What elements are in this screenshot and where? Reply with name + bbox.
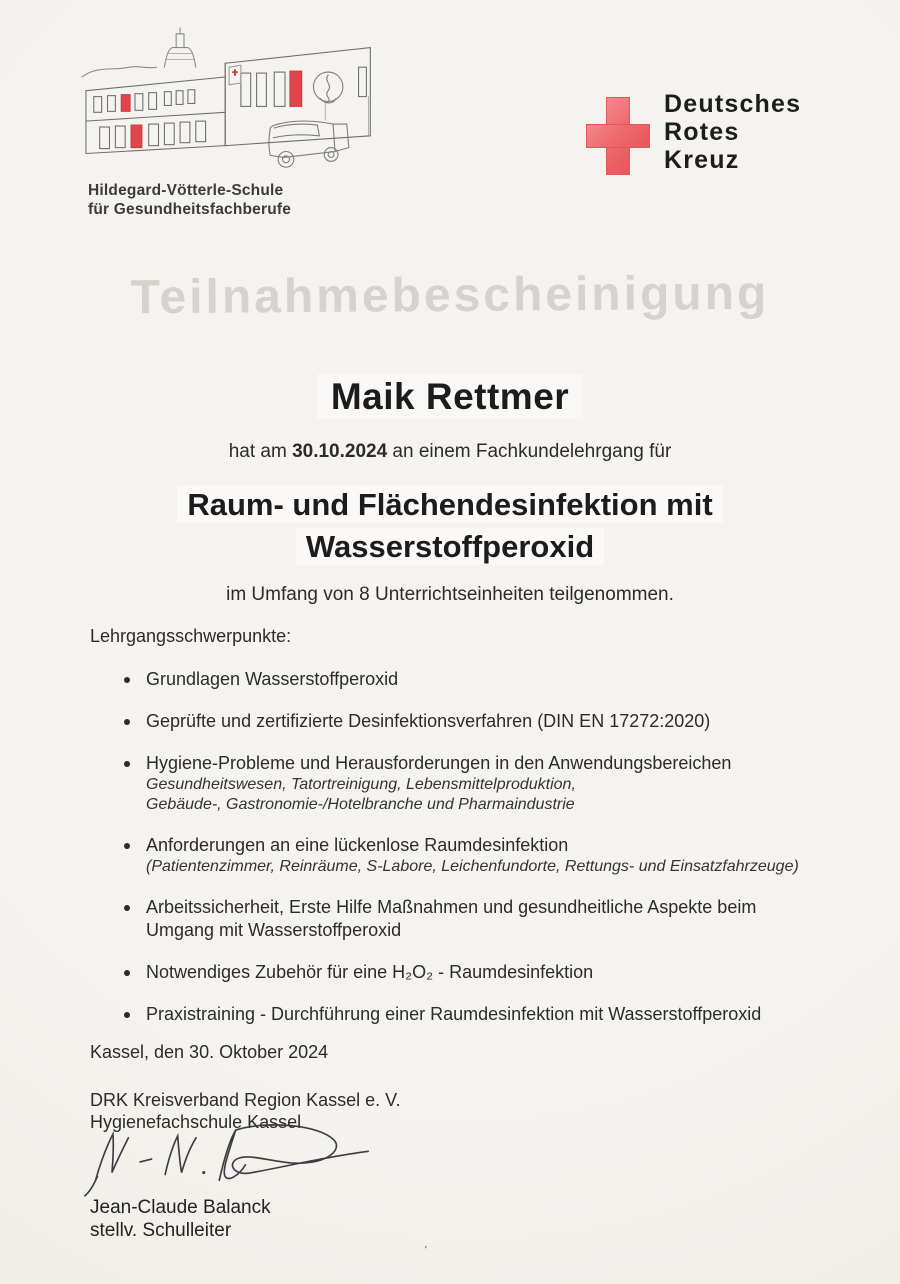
school-name-line1: Hildegard-Vötterle-Schule [88,182,284,199]
intro-sentence [0,441,900,463]
course-scope: im Umfang von 8 Unterrichtseinheiten teilgenommen. [226,584,674,605]
topic-subtext: Gebäude-, Gastronomie-/Hotelbranche und Pharmaindustrie [146,796,575,813]
course-date: 30.10.2024 [292,441,388,462]
organization-line2: Hygienefachschule Kassel [90,1112,302,1132]
list-item [108,961,822,984]
course-title-line2: Wasserstoffperoxid [296,528,604,565]
drk-word-line2: Rotes [664,118,740,146]
topic-subtext: Gesundheitswesen, Tatortreinigung, Lebensmittelproduktion, [146,776,576,793]
drk-wordmark [664,90,801,174]
topics-heading: Lehrgangsschwerpunkte: [90,626,292,646]
topic-subtext: (Patientenzimmer, Reinräume, S-Labore, Leichenfundorte, Rettungs- und Einsatzfahrzeuge) [146,858,799,875]
list-item [108,834,822,877]
bullet-icon [108,668,146,691]
topic-text: Hygiene-Probleme und Herausforderungen in den Anwendungsbereichen [146,753,732,773]
topic-text: Anforderungen an eine lückenlose Raumdesinfektion [146,835,569,855]
bullet-icon [108,1003,146,1026]
signature [82,1124,372,1198]
topic-text: Praxistraining - Durchführung einer Raumdesinfektion mit Wasserstoffperoxid [146,1004,762,1024]
topic-text: Grundlagen Wasserstoffperoxid [146,669,399,689]
course-title-line1: Raum- und Flächendesinfektion mit [177,486,722,523]
school-name [88,181,291,219]
course-title [0,484,900,568]
recipient-name [0,376,900,418]
bullet-icon [108,834,146,877]
signer-block [90,1196,271,1242]
place-and-date: Kassel, den 30. Oktober 2024 [90,1042,329,1062]
list-item [108,896,822,942]
school-building-illustration [76,26,394,178]
stray-mark: ' [422,1242,428,1258]
red-cross-icon [586,97,650,175]
topic-text: Notwendiges Zubehör für eine H₂O₂ - Raumdesinfektion [146,962,594,982]
list-item [108,710,822,733]
bullet-icon [108,752,146,815]
drk-logo [586,88,826,183]
bullet-icon [108,896,146,942]
intro-suffix: an einem Fachkundelehrgang für [387,441,672,462]
list-item [108,668,822,691]
drk-word-line3: Kreuz [664,146,740,174]
topic-text: Geprüfte und zertifizierte Desinfektionsverfahren (DIN EN 17272:2020) [146,711,711,731]
organization-line1: DRK Kreisverband Region Kassel e. V. [90,1090,401,1110]
topic-text: Arbeitssicherheit, Erste Hilfe Maßnahmen und gesundheitliche Aspekte beim Umgang mit Wasserstoffperoxid [146,897,757,940]
list-item [108,752,822,815]
certificate-watermark-title: Teilnahmebescheinigung [130,266,770,325]
bullet-icon [108,961,146,984]
signer-name: Jean-Claude Balanck [90,1197,271,1218]
bullet-icon [108,710,146,733]
drk-word-line1: Deutsches [664,90,802,118]
signer-role: stellv. Schulleiter [90,1220,232,1241]
list-item [108,1003,822,1026]
red-cross-horizontal-bar [586,124,650,148]
recipient-name-text: Maik Rettmer [317,374,583,419]
school-name-line2: für Gesundheitsfachberufe [88,201,292,218]
intro-prefix: hat am [228,441,293,462]
topics-list [108,668,822,1045]
